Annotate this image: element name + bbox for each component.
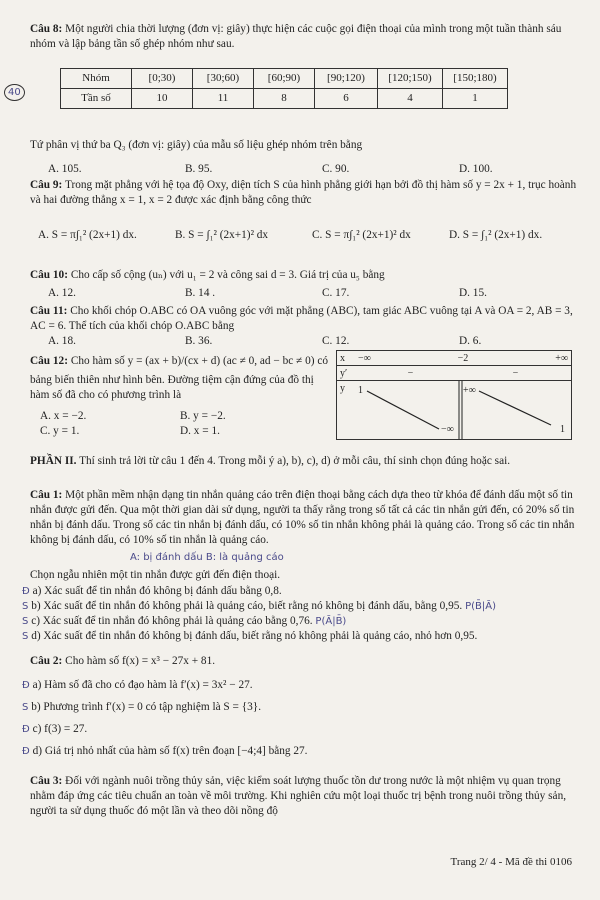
table-cell: 1 bbox=[443, 89, 508, 109]
part2-question-1: Câu 1: Một phần mềm nhận dạng tin nhắn quảng cáo trên điện thoại bằng cách dựa theo từ khóa để đánh dấu một số tin nhắn được gửi đến. Qua một thời gian dài sử dụng, người ta thấy rằng trong số tất cả các tin nhắn gửi đến, có 20% số tin nhắn bị đánh dấu. Trong số các tin nhắn bị đánh dấu, có 10% số tin nhắn không phải là quảng cáo. Trong số các tin nhắn không bị đánh dấu, có 10% số tin nhắn là quảng cáo. bbox=[30, 489, 575, 546]
part2-question-3: Câu 3: Đối với ngành nuôi trồng thủy sản, việc kiểm soát lượng thuốc tồn dư trong nước là một nhiệm vụ quan trọng nhằm đáp ứng các tiêu chuẩn an toàn về môi trường. Khi nghiên cứu một loại thuốc trị bệnh trong nuôi trồng thủy sản, người ta sử dụng thuốc đó một lần và theo dõi nồng độ bbox=[30, 775, 567, 817]
table-cell: 4 bbox=[378, 89, 443, 109]
part2-question-2: Câu 2: Cho hàm số f(x) = x³ − 27x + 81. bbox=[30, 655, 216, 667]
p2q1-handwritten-note: A: bị đánh dấu B: là quảng cáo bbox=[130, 552, 284, 563]
answer-mark: Đ bbox=[22, 746, 30, 757]
table-cell: 11 bbox=[193, 89, 254, 109]
question-12: Câu 12: Cho hàm số y = (ax + b)/(cx + d) (ac ≠ 0, ad − bc ≠ 0) có bảng biến thiên như hình bên. Đường tiệm cận đứng của đồ thị hàm số đã cho có phương trình là A. x = −2. B. y = −2. C. y = 1. D. x = 1. bbox=[30, 354, 330, 439]
list-item: S b) Xác suất để tin nhắn đó không phải là quảng cáo, biết rằng nó không bị đánh dấu, bằng 0,95. P(B̄|Ā) bbox=[22, 600, 496, 612]
list-item: S d) Xác suất để tin nhắn đó không bị đánh dấu, biết rằng nó không phải là quảng cáo, nhỏ hơn 0,95. bbox=[22, 630, 478, 642]
option-a[interactable]: A. 18. bbox=[48, 335, 76, 347]
part-2-header: PHẦN II. Thí sinh trả lời từ câu 1 đến 4. Trong mỗi ý a), b), c), d) ở mỗi câu, thí sinh chọn đúng hoặc sai. bbox=[30, 455, 511, 467]
table-cell: [0;30) bbox=[132, 69, 193, 89]
option-d[interactable]: D. 15. bbox=[459, 287, 487, 299]
table-cell: 6 bbox=[315, 89, 378, 109]
q8-frequency-table bbox=[60, 68, 508, 109]
list-item: Đ a) Xác suất để tin nhắn đó không bị đánh dấu bằng 0,8. bbox=[22, 585, 282, 597]
handwritten-note: P(B̄|Ā) bbox=[465, 601, 496, 612]
list-item: Đ c) f(3) = 27. bbox=[22, 723, 88, 735]
q8-handwritten-note: 40 bbox=[4, 84, 25, 101]
q8-question: Tứ phân vị thứ ba Q₃ (đơn vị: giây) của mẫu số liệu ghép nhóm trên bằng bbox=[30, 139, 363, 151]
q8-text: Câu 8: Một người chia thời lượng (đơn vị: giây) thực hiện các cuộc gọi điện thoại của mình trong một tuần thành sáu nhóm và lập bảng tần số ghép nhóm như sau. bbox=[30, 23, 562, 50]
q9-options bbox=[38, 228, 588, 243]
variation-table: x −∞ −2 +∞ y′ − − y 1 −∞ +∞ 1 bbox=[336, 350, 572, 440]
question-8 bbox=[30, 22, 580, 52]
option-d[interactable]: D. x = 1. bbox=[180, 425, 220, 437]
table-cell: 8 bbox=[254, 89, 315, 109]
p2q1-lead: Chọn ngẫu nhiên một tin nhắn được gửi đến điện thoại. bbox=[30, 569, 281, 581]
table-cell: [120;150) bbox=[378, 69, 443, 89]
option-c[interactable]: C. 12. bbox=[322, 335, 350, 347]
list-item: S c) Xác suất để tin nhắn đó không phải là quảng cáo bằng 0,76. P(Ā|B̄) bbox=[22, 615, 347, 627]
answer-mark: Đ bbox=[22, 724, 30, 735]
question-11: Câu 11: Cho khối chóp O.ABC có OA vuông góc với mặt phẳng (ABC), tam giác ABC vuông tại A và OA = 2, AB = 3, AC = 6. Thể tích của khối chóp O.ABC bằng bbox=[30, 305, 573, 332]
table-cell: [60;90) bbox=[254, 69, 315, 89]
question-9: Câu 9: Trong mặt phẳng với hệ tọa độ Oxy, diện tích S của hình phẳng giới hạn bởi đồ thị hàm số y = 2x + 1, trục hoành và hai đường thẳng x = 1, x = 2 được xác định bằng công thức bbox=[30, 179, 577, 206]
q10-options bbox=[48, 286, 598, 301]
answer-mark: S bbox=[22, 616, 29, 627]
option-d[interactable]: D. 6. bbox=[459, 335, 482, 347]
table-cell: [90;120) bbox=[315, 69, 378, 89]
q8-options bbox=[48, 162, 598, 177]
answer-mark: S bbox=[22, 702, 29, 713]
q12-options-row2 bbox=[40, 424, 330, 439]
q12-options-row1 bbox=[40, 409, 330, 424]
variation-arrows bbox=[355, 381, 569, 439]
option-c[interactable]: C. 90. bbox=[322, 163, 350, 175]
table-row bbox=[61, 89, 508, 109]
option-b[interactable]: B. y = −2. bbox=[180, 410, 226, 422]
answer-mark: Đ bbox=[22, 586, 30, 597]
table-head-cell: Nhóm bbox=[61, 69, 132, 89]
option-d[interactable]: D. 100. bbox=[459, 163, 493, 175]
option-c[interactable]: C. y = 1. bbox=[40, 425, 80, 437]
table-row bbox=[61, 69, 508, 89]
arrow-down-left bbox=[367, 391, 439, 429]
p2q2-items bbox=[22, 678, 582, 759]
answer-mark: S bbox=[22, 601, 29, 612]
table-cell: [30;60) bbox=[193, 69, 254, 89]
option-a[interactable]: A. x = −2. bbox=[40, 410, 87, 422]
y-row: 1 −∞ +∞ 1 bbox=[355, 381, 571, 439]
option-a[interactable]: A. 12. bbox=[48, 287, 76, 299]
p2q1-items bbox=[22, 584, 582, 644]
table-cell: [150;180) bbox=[443, 69, 508, 89]
arrow-down-right bbox=[479, 391, 551, 425]
option-b[interactable]: B. 95. bbox=[185, 163, 213, 175]
q11-options bbox=[48, 334, 598, 349]
option-a[interactable]: A. S = π∫₁² (2x+1) dx. bbox=[38, 229, 137, 241]
answer-mark: Đ bbox=[22, 680, 30, 691]
option-d[interactable]: D. S = ∫₁² (2x+1) dx. bbox=[449, 229, 543, 241]
table-head-cell: Tần số bbox=[61, 89, 132, 109]
list-item: Đ a) Hàm số đã cho có đạo hàm là f′(x) = 3x² − 27. bbox=[22, 679, 253, 691]
option-a[interactable]: A. 105. bbox=[48, 163, 82, 175]
question-10: Câu 10: Cho cấp số cộng (uₙ) với u₁ = 2 và công sai d = 3. Giá trị của u₅ bằng bbox=[30, 269, 385, 281]
option-b[interactable]: B. S = ∫₁² (2x+1)² dx bbox=[175, 229, 269, 241]
list-item: Đ d) Giá trị nhỏ nhất của hàm số f(x) trên đoạn [−4;4] bằng 27. bbox=[22, 745, 308, 757]
list-item: S b) Phương trình f′(x) = 0 có tập nghiệm là S = {3}. bbox=[22, 701, 262, 713]
page-footer: Trang 2/ 4 - Mã đề thi 0106 bbox=[450, 856, 572, 868]
option-c[interactable]: C. 17. bbox=[322, 287, 350, 299]
option-b[interactable]: B. 14 . bbox=[185, 287, 216, 299]
option-b[interactable]: B. 36. bbox=[185, 335, 213, 347]
handwritten-note: P(Ā|B̄) bbox=[315, 616, 347, 627]
option-c[interactable]: C. S = π∫₁² (2x+1)² dx bbox=[312, 229, 411, 241]
table-cell: 10 bbox=[132, 89, 193, 109]
answer-mark: S bbox=[22, 631, 29, 642]
